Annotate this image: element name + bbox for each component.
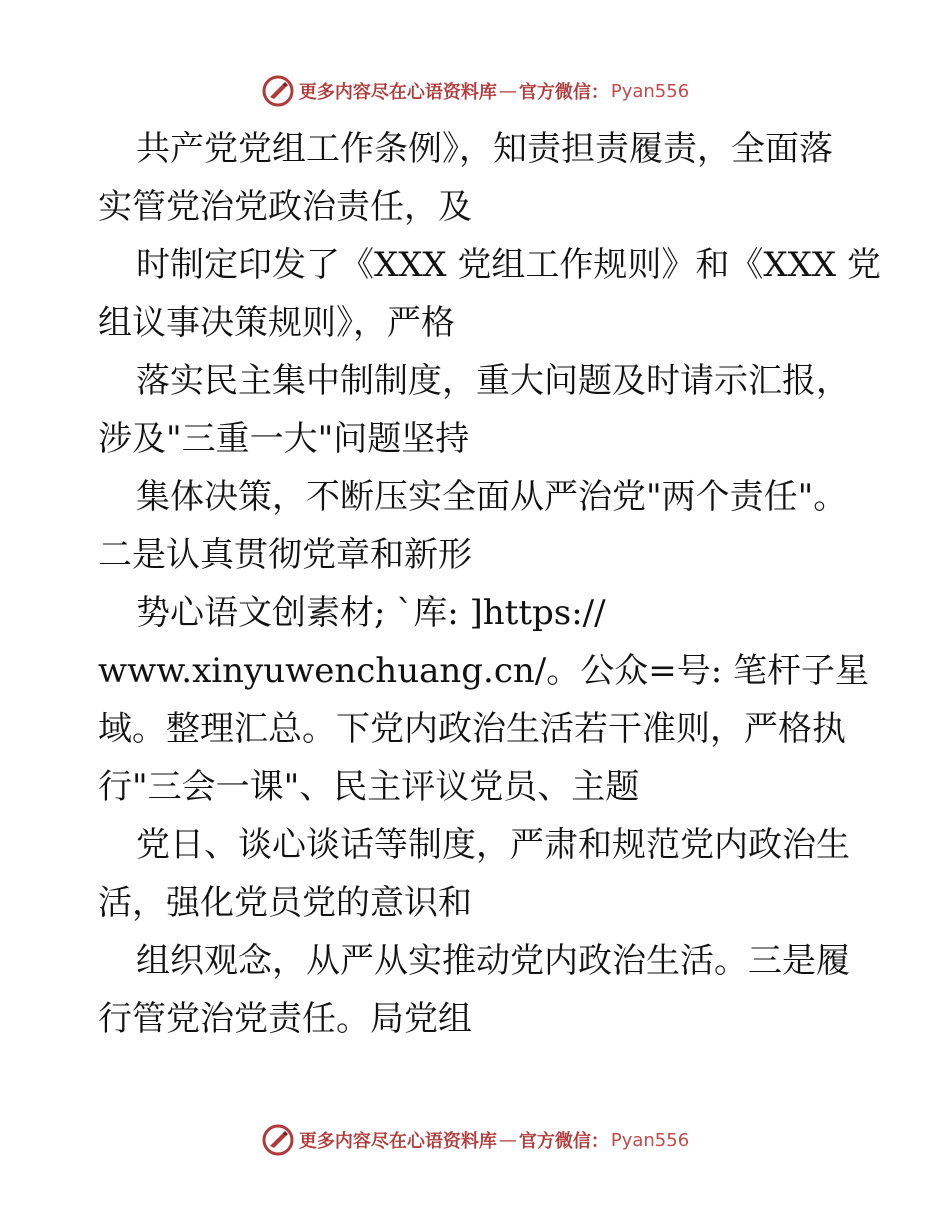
text-line: 行"三会一课"、民主评议党员、主题: [98, 767, 640, 807]
text-line: 集体决策，不断压实全面从严治党"两个责任"。: [136, 477, 848, 517]
brand-logo-icon: [261, 1123, 295, 1157]
text-line: 涉及"三重一大"问题坚持: [98, 419, 470, 459]
text-line: 组织观念，从严从实推动党内政治生活。三是履: [136, 941, 850, 981]
brand-logo-icon: [261, 74, 295, 108]
banner-contact-handle: Pyan556: [610, 80, 690, 102]
document-body: [98, 120, 881, 1048]
text-line: www.xinyuwenchuang.cn/。公众=号: 笔杆子星: [98, 651, 869, 691]
text-line: 域。整理汇总。下党内政治生活若干准则，严格执: [98, 709, 846, 749]
text-line: 党日、谈心谈话等制度，严肃和规范党内政治生: [136, 825, 850, 865]
banner-title: 更多内容尽在心语资料库: [298, 82, 497, 103]
banner-contact-label: 官方微信：: [518, 82, 609, 103]
banner-contact-label: 官方微信：: [518, 1131, 609, 1152]
text-line: 时制定印发了《XXX 党组工作规则》和《XXX 党: [136, 245, 881, 285]
text-line: 实管党治党政治责任，及: [98, 187, 472, 227]
banner-separator: —: [498, 1129, 517, 1151]
banner-contact-handle: Pyan556: [610, 1129, 690, 1151]
text-line: 活，强化党员党的意识和: [98, 883, 472, 923]
text-line: 共产党党组工作条例》，知责担责履责，全面落: [136, 129, 833, 169]
text-line: 组议事决策规则》，严格: [98, 303, 455, 343]
text-line: 势心语文创素材; `库: ]https://: [136, 593, 606, 633]
banner-title: 更多内容尽在心语资料库: [298, 1131, 497, 1152]
banner-separator: —: [498, 80, 517, 102]
footer-banner: [0, 1120, 950, 1160]
text-line: 落实民主集中制制度，重大问题及时请示汇报，: [136, 361, 850, 401]
text-line: 行管党治党责任。局党组: [98, 999, 472, 1039]
text-line: 二是认真贯彻党章和新形: [98, 535, 472, 575]
header-banner: [0, 71, 950, 111]
